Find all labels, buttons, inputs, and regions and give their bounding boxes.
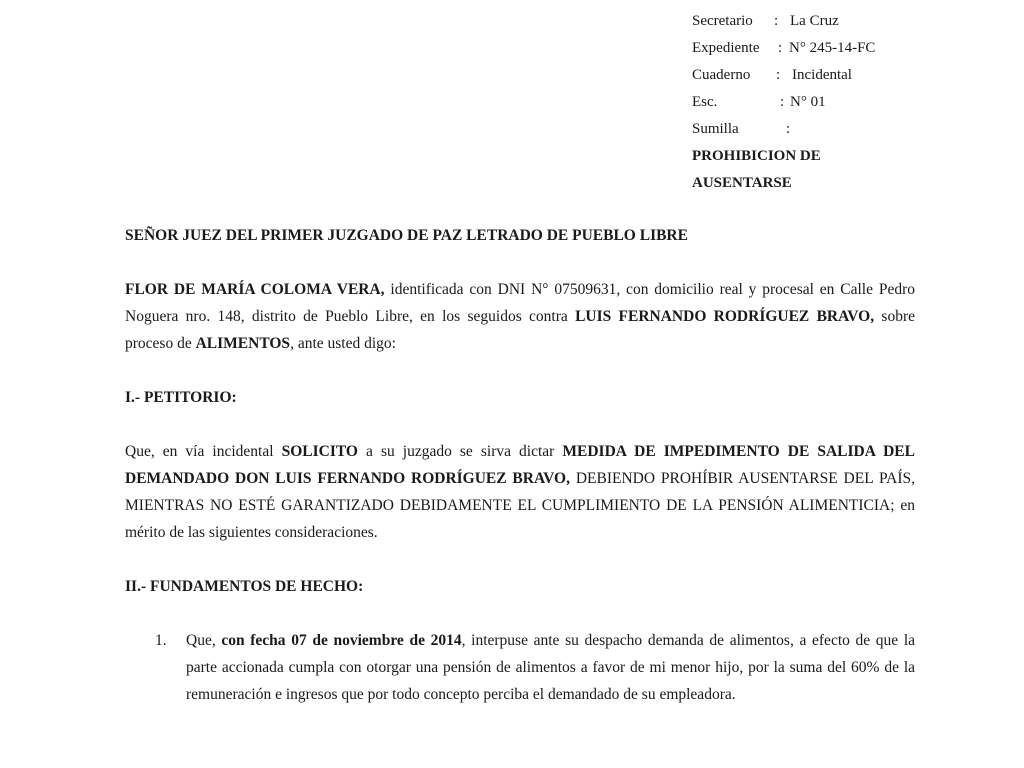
solicito-word: SOLICITO	[281, 443, 358, 460]
header-row-cuaderno	[692, 62, 992, 89]
header-label: Expediente	[692, 40, 760, 56]
list-item-text: , interpuse ante su despacho demanda de alimentos, a efecto de que la parte accionada cumpla con otorgar una pensión de alimentos a favor de mi menor hijo, por la suma del 60% de la remuneración e ingresos que por todo concepto perciba el demandado de su empleadora.	[186, 632, 916, 703]
section-title-petitorio: I.- PETITORIO:	[125, 389, 237, 406]
header-row-expediente	[692, 35, 992, 62]
sumilla-line-2: AUSENTARSE	[692, 175, 792, 191]
plaintiff-name: FLOR DE MARÍA COLOMA VERA,	[125, 281, 385, 298]
intro-paragraph	[125, 276, 915, 357]
case-header	[692, 8, 992, 197]
fundamentos-list	[125, 627, 915, 708]
intro-text: , ante usted digo:	[290, 335, 396, 352]
header-label: Cuaderno	[692, 67, 751, 83]
header-row-sumilla	[692, 116, 992, 143]
petitorio-text: ; en mérito de las siguientes consideraciones.	[125, 497, 915, 541]
header-separator: :	[774, 13, 779, 29]
header-separator: :	[786, 121, 791, 137]
petitorio-text: a su juzgado se sirva dictar	[357, 443, 563, 460]
header-separator: :	[780, 94, 785, 110]
intro-text: identificada con DNI N° 07509631, con domicilio real y procesal en Calle Pedro Noguera nro. 148, distrito de Pueblo Libre, en los seguidos contra	[125, 281, 915, 325]
document-body	[125, 222, 915, 708]
header-value: Incidental	[792, 67, 852, 83]
addressee: SEÑOR JUEZ DEL PRIMER JUZGADO DE PAZ LETRADO DE PUEBLO LIBRE	[125, 227, 688, 244]
list-item-text: Que,	[186, 632, 222, 649]
header-separator: :	[778, 40, 783, 56]
sumilla-line-1: PROHIBICION DE	[692, 148, 821, 164]
header-label: Sumilla	[692, 121, 739, 137]
petitorio-paragraph	[125, 438, 915, 546]
header-value: N° 01	[790, 94, 826, 110]
header-row-esc	[692, 89, 992, 116]
header-label: Esc.	[692, 94, 718, 110]
petitorio-caps-text: DEBIENDO PROHÍBIR AUSENTARSE DEL PAÍS, MIENTRAS NO ESTÉ GARANTIZADO DEBIDAMENTE EL CUMPLIMIENTO DE LA PENSIÓN ALIMENTICIA	[125, 470, 915, 514]
process-type: ALIMENTOS	[195, 335, 291, 352]
header-label: Secretario	[692, 13, 753, 29]
header-value: N° 245-14-FC	[789, 40, 876, 56]
petitorio-text: Que, en vía incidental	[125, 443, 282, 460]
list-item-number: 1.	[155, 632, 167, 649]
measure-request: MEDIDA DE IMPEDIMENTO DE SALIDA DEL DEMANDADO DON LUIS FERNANDO RODRÍGUEZ BRAVO,	[125, 443, 915, 487]
header-separator: :	[776, 67, 781, 83]
section-title-fundamentos: II.- FUNDAMENTOS DE HECHO:	[125, 578, 364, 595]
header-value: La Cruz	[790, 13, 839, 29]
intro-text: sobre proceso de	[125, 308, 915, 352]
defendant-name: LUIS FERNANDO RODRÍGUEZ BRAVO,	[575, 308, 875, 325]
header-row-secretario	[692, 8, 992, 35]
filing-date: con fecha 07 de noviembre de 2014	[221, 632, 462, 649]
list-item	[125, 627, 915, 708]
